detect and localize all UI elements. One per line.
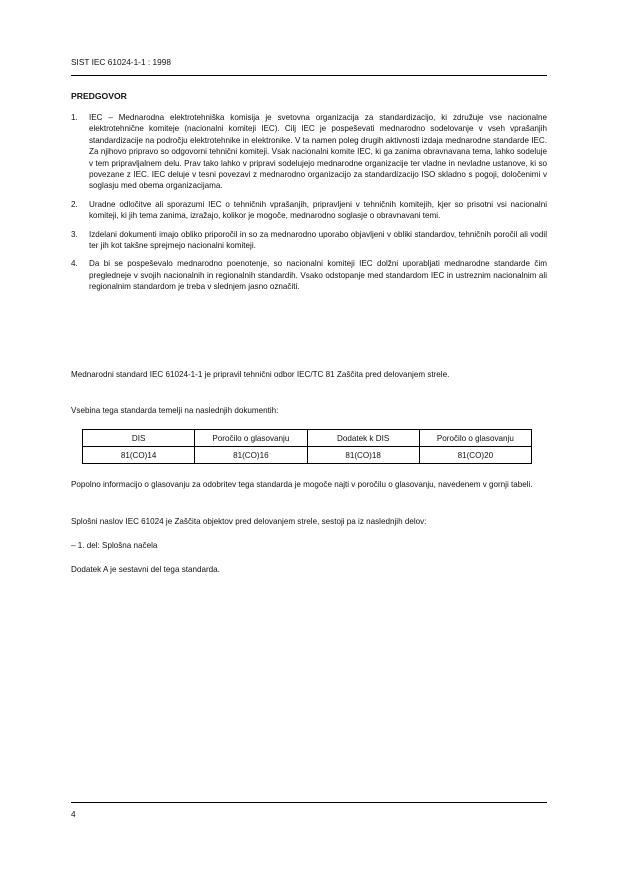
item-text: Da bi se pospeševalo mednarodno poenotenje, so nacionalni komiteji IEC dolžni uporabljati mednarodne standarde čim pregledneje v svojih nacionalnih in regionalnih standardih. Vsako odstopanje med standardom IEC in ustreznim nacionalnim ali regionalnim standardom je treba v slednjem jasno označiti.	[89, 259, 547, 292]
numbered-list	[71, 112, 547, 300]
item-text: IEC – Mednarodna elektrotehniška komisija je svetovna organizacija za standardizacijo, ki združuje vse nacionalne elektrotehnične komiteje (nacionalni komiteji IEC). Cilj IEC je pospeševati mednarodno sodelovanje v vseh vprašanjih standardizacije na področju elektrotehnike in elektronike. V ta namen poleg drugih aktivnosti izdaja mednarodne standarde IEC. Za njihovo pripravo so odgovorni tehnični komiteji. Vsak nacionalni komite IEC, ki ga zanima obravnavana tema, lahko sodeluje v tem pripravljalnem delu. Prav tako lahko v pripravi sodelujejo mednarodne organizacije ter vladne in nevladne ustanove, ki so povezane z IEC. IEC deluje v tesni povezavi z mednarodno organizacijo za standardizacijo ISO skladno s pogoji, določenimi v soglasju med obema organizacijama.	[89, 113, 547, 191]
list-item	[71, 112, 547, 192]
item-number: 1.	[71, 113, 78, 122]
based-on-paragraph: Vsebina tega standarda temelji na naslednjih dokumentih:	[71, 406, 279, 415]
item-text: Izdelani dokumenti imajo obliko priporočil in so za mednarodno uporabo objavljeni v obliki standardov, tehničnih poročil ali vodil ter jih kot takšne sprejmejo nacionalni komiteji.	[89, 229, 547, 251]
general-title-paragraph: Splošni naslov IEC 61024 je Zaščita objektov pred delovanjem strele, sestoji pa iz naslednjih delov:	[71, 517, 427, 526]
item-text: Uradne odločitve ali sporazumi IEC o tehničnih vprašanjih, pripravljeni v tehničnih komitejih, kjer so prisotni vsi nacionalni komiteji, ki jih tema zanima, izražajo, kolikor je mogoče, mednarodno soglasje o obravnavani temi.	[89, 199, 547, 221]
table-header-cell: DIS	[83, 430, 195, 447]
list-item	[71, 258, 547, 292]
table-cell: 81(CO)14	[83, 447, 195, 464]
table-row	[83, 447, 532, 464]
section-title: PREDGOVOR	[71, 91, 127, 101]
annex-paragraph: Dodatek A je sestavni del tega standarda.	[71, 565, 220, 574]
item-number: 4.	[71, 259, 78, 269]
item-number: 2.	[71, 199, 78, 209]
document-id: SIST IEC 61024-1-1 : 1998	[71, 57, 171, 67]
documents-table	[82, 429, 532, 464]
table-cell: 81(CO)20	[419, 447, 531, 464]
list-item	[71, 199, 547, 222]
footer-divider	[71, 802, 547, 803]
voting-info-paragraph: Popolno informacijo o glasovanju za odobritev tega standarda je mogoče najti v poročilu o glasovanju, navedenem v gornji tabeli.	[71, 480, 533, 489]
header-divider	[71, 75, 547, 76]
table-header-cell: Dodatek k DIS	[307, 430, 419, 447]
table-header-cell: Poročilo o glasovanju	[419, 430, 531, 447]
page-number: 4	[71, 809, 76, 819]
table-header-row	[83, 430, 532, 447]
item-number: 3.	[71, 229, 78, 239]
prepared-by-paragraph: Mednarodni standard IEC 61024-1-1 je pripravil tehnični odbor IEC/TC 81 Zaščita pred delovanjem strele.	[71, 370, 450, 379]
table-cell: 81(CO)16	[195, 447, 307, 464]
list-item	[71, 229, 547, 252]
part-list-entry: – 1. del: Splošna načela	[71, 541, 158, 550]
table-cell: 81(CO)18	[307, 447, 419, 464]
table-header-cell: Poročilo o glasovanju	[195, 430, 307, 447]
